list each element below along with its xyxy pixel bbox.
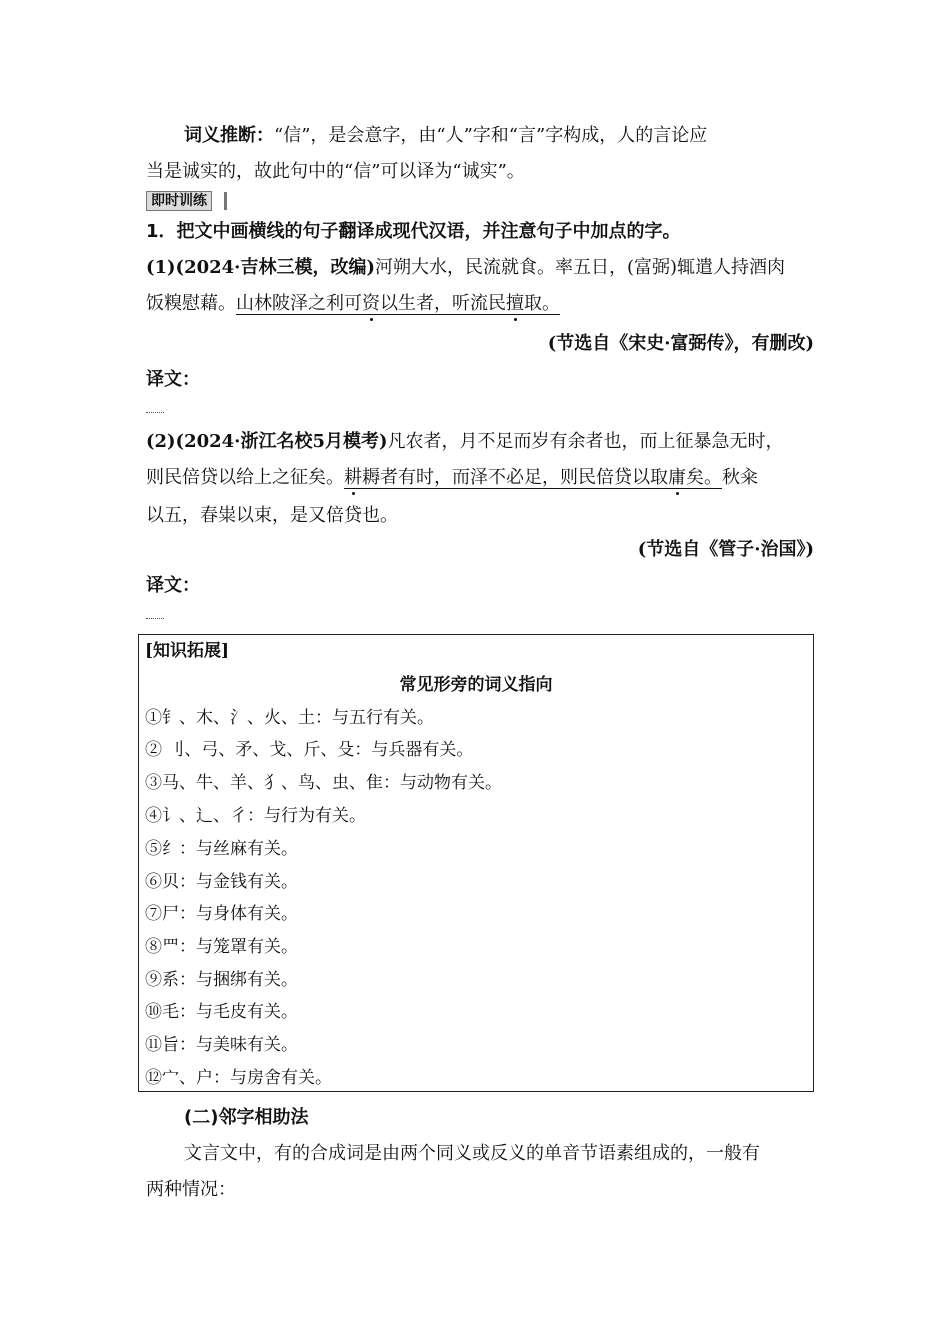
item2-text-b: 则民倍贷以给上之征矣。 — [146, 467, 344, 488]
item1-ul-a: 山林陂泽之利可 — [236, 293, 362, 314]
item2-source: (2)(2024·浙江名校5月模考) — [146, 431, 388, 452]
knowledge-item: ③马、牛、羊、犭、鸟、虫、隹：与动物有关。 — [145, 773, 502, 793]
item2-text-a: 凡农者，月不足而岁有余者也，而上征暴急无时， — [387, 431, 784, 452]
item2-answer-line[interactable] — [146, 618, 164, 621]
item1-line-2 — [146, 286, 814, 322]
item1-text-a: 河朔大水，民流就食。率五日，(富弼)辄遣人持酒肉 — [374, 257, 786, 278]
knowledge-item: ④讠、辶、彳：与行为有关。 — [145, 806, 366, 826]
item2-citation: (节选自《管子·治国》) — [637, 539, 814, 560]
intro-line-1 — [146, 118, 814, 154]
item1-ul-b: 以生者，听流民 — [380, 293, 506, 314]
knowledge-item: ⑦尸：与身体有关。 — [145, 904, 298, 924]
item1-dotted-char-2: 擅 — [506, 293, 524, 314]
item1-source: (1)(2024·吉林三模，改编) — [146, 257, 375, 278]
item2-text-tail: 秋籴 — [722, 467, 758, 488]
item2-underlined-sentence — [344, 467, 722, 489]
section-para-line-1: 文言文中，有的合成词是由两个同义或反义的单音节语素组成的，一般有 — [184, 1143, 760, 1164]
item1-answer-label: 译文： — [146, 369, 200, 390]
knowledge-item: ⑩毛：与毛皮有关。 — [145, 1002, 298, 1022]
section-para-line-2: 两种情况： — [146, 1179, 236, 1200]
item1-underlined-sentence — [236, 293, 560, 315]
exercise-question: 1．把文中画横线的句子翻译成现代汉语，并注意句子中加点的字。 — [146, 221, 681, 242]
tag-shadow — [224, 192, 227, 210]
section-heading: (二)邻字相助法 — [184, 1107, 309, 1128]
practice-tag: 即时训练 — [146, 191, 212, 211]
knowledge-item: ⑤纟：与丝麻有关。 — [145, 839, 298, 859]
item2-dotted-char-2: 庸 — [668, 467, 686, 488]
item2-line-3: 以五，春粜以束，是又倍贷也。 — [146, 505, 398, 526]
knowledge-box — [138, 634, 814, 1092]
item2-dotted-char-1: 耕 — [344, 467, 362, 488]
item2-ul-b: 矣。 — [686, 467, 722, 488]
knowledge-item: ⑨系：与捆绑有关。 — [145, 970, 298, 990]
item1-answer-line[interactable] — [146, 412, 164, 415]
item1-ul-c: 取。 — [524, 293, 560, 314]
knowledge-item: ⑪旨：与美味有关。 — [145, 1035, 298, 1055]
item1-dotted-char-1: 资 — [362, 293, 380, 314]
item2-line-2 — [146, 460, 814, 496]
knowledge-item: ①钅、木、氵、火、土：与五行有关。 — [145, 708, 434, 728]
knowledge-item: ② 刂、弓、矛、戈、斤、殳：与兵器有关。 — [145, 740, 474, 760]
intro-text: “信”，是会意字，由“人”字和“言”字构成，人的言论应 — [274, 125, 708, 146]
knowledge-title: 常见形旁的词义指向 — [399, 675, 553, 695]
knowledge-item: ⑫宀、户：与房舍有关。 — [145, 1068, 332, 1088]
item1-text-b: 饭糗慰藉。 — [146, 293, 236, 314]
item2-ul-a: 耨者有时，而泽不必足，则民倍贷以取 — [362, 467, 668, 488]
intro-label: 词义推断： — [184, 125, 274, 146]
intro-line-2: 当是诚实的，故此句中的“信”可以译为“诚实”。 — [146, 161, 525, 182]
knowledge-label: [知识拓展] — [145, 641, 230, 661]
item2-answer-label: 译文： — [146, 575, 200, 596]
item1-citation: (节选自《宋史·富弼传》，有删改) — [547, 333, 814, 354]
item2-line-1 — [146, 424, 814, 460]
item1-line-1 — [146, 250, 814, 286]
knowledge-item: ⑥贝：与金钱有关。 — [145, 872, 298, 892]
knowledge-item: ⑧罒：与笼罩有关。 — [145, 937, 298, 957]
